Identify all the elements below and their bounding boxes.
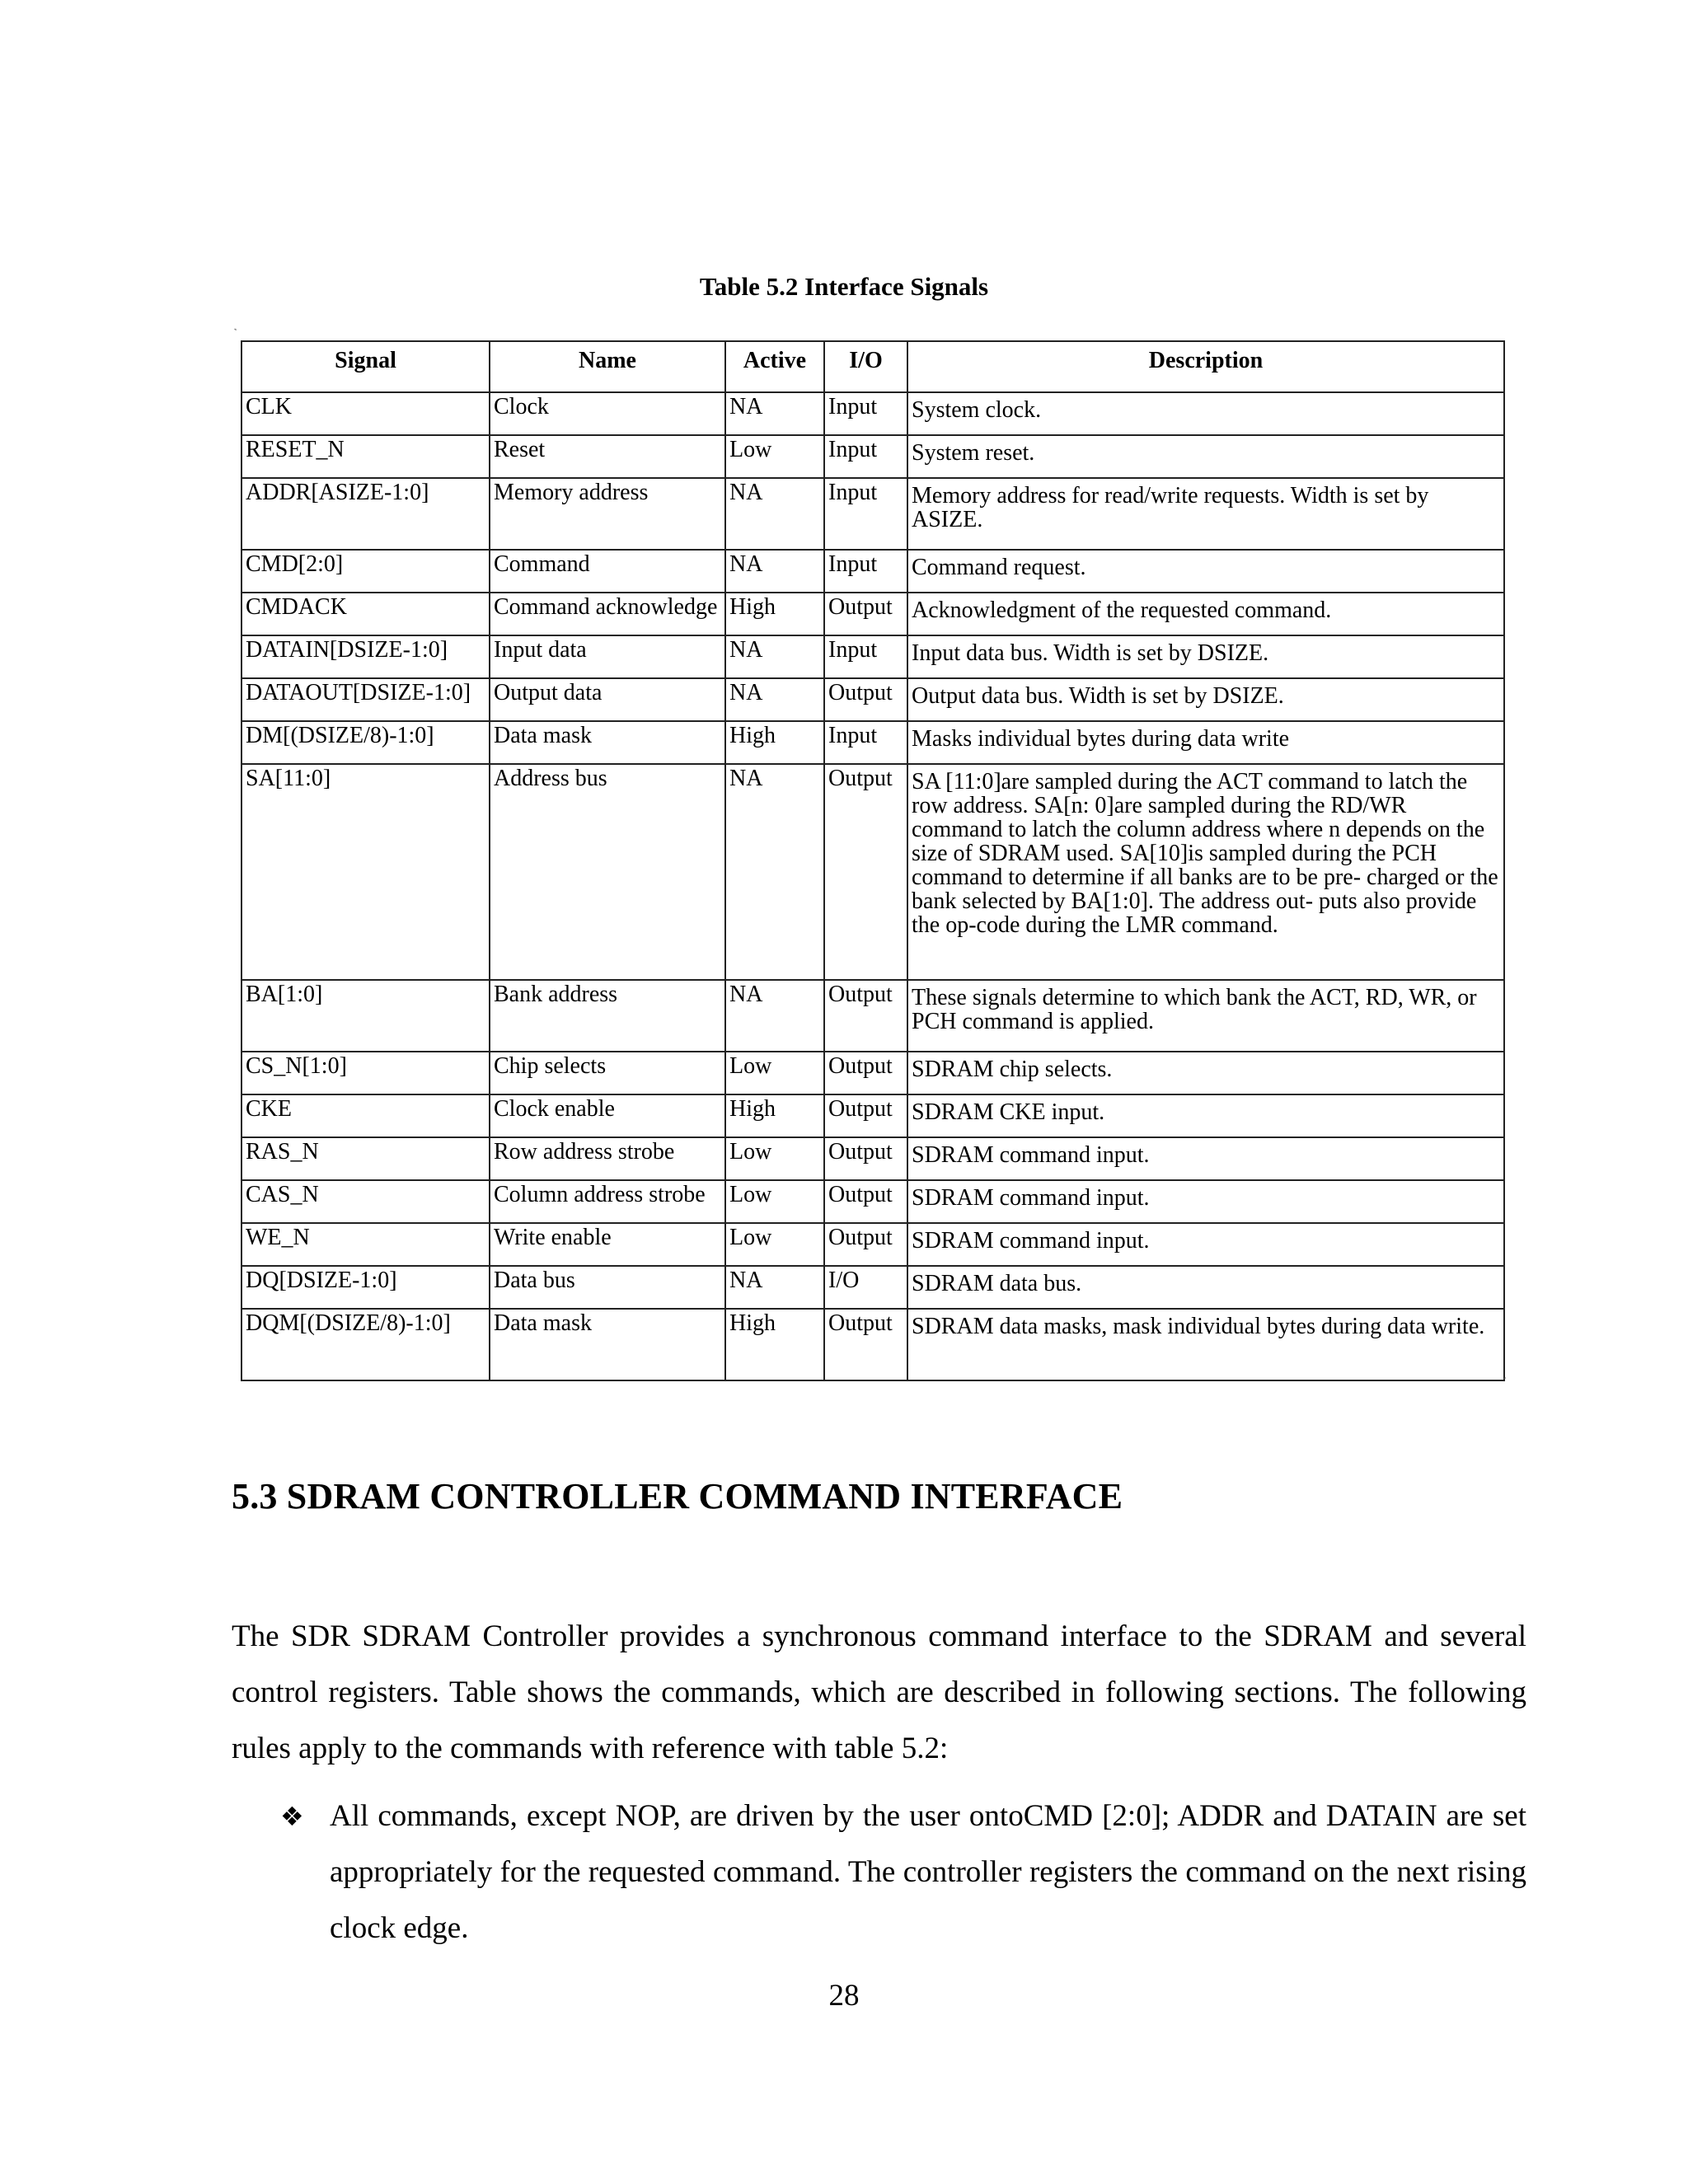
cell-signal: CLK (241, 392, 490, 435)
table-header-row (241, 341, 1504, 392)
cell-description: SDRAM command input. (907, 1223, 1504, 1266)
table-caption: Table 5.2 Interface Signals (699, 272, 989, 301)
cell-name: Data mask (490, 1309, 725, 1380)
cell-name: Row address strobe (490, 1137, 725, 1180)
cell-signal: RESET_N (241, 435, 490, 478)
cell-active: Low (725, 1180, 824, 1223)
cell-active: Low (725, 435, 824, 478)
cell-name: Column address strobe (490, 1180, 725, 1223)
table-corner-mark-bottom-right: ˼ (1503, 1367, 1507, 1380)
cell-active: Low (725, 1052, 824, 1094)
cell-signal: CAS_N (241, 1180, 490, 1223)
cell-io: Input (824, 721, 907, 764)
table-row (241, 1180, 1504, 1223)
header-description: Description (907, 341, 1504, 392)
table-row (241, 478, 1504, 550)
table-row (241, 1266, 1504, 1309)
cell-description: These signals determine to which bank the ACT, RD, WR, or PCH command is applied. (907, 980, 1504, 1052)
cell-signal: CKE (241, 1094, 490, 1137)
table-row (241, 1137, 1504, 1180)
cell-active: NA (725, 478, 824, 550)
table-row (241, 1223, 1504, 1266)
cell-io: Output (824, 1309, 907, 1380)
cell-name: Clock enable (490, 1094, 725, 1137)
header-io: I/O (824, 341, 907, 392)
cell-io: Output (824, 1223, 907, 1266)
cell-active: NA (725, 1266, 824, 1309)
cell-active: Low (725, 1223, 824, 1266)
cell-name: Data mask (490, 721, 725, 764)
cell-signal: CS_N[1:0] (241, 1052, 490, 1094)
cell-io: Input (824, 635, 907, 678)
cell-active: High (725, 1309, 824, 1380)
page-number: 28 (828, 1979, 860, 2013)
cell-io: Input (824, 392, 907, 435)
cell-signal: DQM[(DSIZE/8)-1:0] (241, 1309, 490, 1380)
cell-io: Output (824, 1094, 907, 1137)
table-row (241, 635, 1504, 678)
bullet-text: All commands, except NOP, are driven by the user ontoCMD [2:0]; ADDR and DATAIN are set appropriately for the requested command. The controller registers the command on the next rising clock edge. (330, 1799, 1526, 1945)
table-row (241, 550, 1504, 593)
cell-description: SA [11:0]are sampled during the ACT command to latch the row address. SA[n: 0]are sampled during the RD/WR command to latch the column address where n depends on the size of SDRAM used. SA[10]is sampled during the PCH command to determine if all banks are to be pre- charged or the bank selected by BA[1:0]. The address out- puts also provide the op-code during the LMR command. (907, 764, 1504, 980)
header-active: Active (725, 341, 824, 392)
table-body (241, 392, 1504, 1380)
cell-io: Output (824, 764, 907, 980)
cell-active: High (725, 593, 824, 635)
cell-signal: SA[11:0] (241, 764, 490, 980)
cell-io: I/O (824, 1266, 907, 1309)
cell-description: SDRAM command input. (907, 1137, 1504, 1180)
cell-active: NA (725, 392, 824, 435)
cell-name: Address bus (490, 764, 725, 980)
cell-name: Write enable (490, 1223, 725, 1266)
cell-active: NA (725, 764, 824, 980)
diamond-bullet-icon: ❖ (280, 1801, 304, 1832)
table-row (241, 1052, 1504, 1094)
cell-name: Data bus (490, 1266, 725, 1309)
cell-name: Memory address (490, 478, 725, 550)
body-paragraph: The SDR SDRAM Controller provides a synchronous command interface to the SDRAM and several control registers. Table shows the commands, which are described in following sections. The following rules apply to the commands with reference with table 5.2: (232, 1619, 1526, 1765)
interface-signals-table (241, 340, 1505, 1381)
cell-description: Command request. (907, 550, 1504, 593)
table-row (241, 721, 1504, 764)
table-row (241, 1309, 1504, 1380)
cell-signal: DATAOUT[DSIZE-1:0] (241, 678, 490, 721)
cell-description: Memory address for read/write requests. Width is set by ASIZE. (907, 478, 1504, 550)
cell-active: High (725, 721, 824, 764)
cell-name: Command acknowledge (490, 593, 725, 635)
cell-name: Command (490, 550, 725, 593)
cell-description: SDRAM command input. (907, 1180, 1504, 1223)
cell-description: System clock. (907, 392, 1504, 435)
cell-io: Input (824, 478, 907, 550)
table-row (241, 980, 1504, 1052)
cell-active: Low (725, 1137, 824, 1180)
cell-io: Output (824, 980, 907, 1052)
table-row (241, 392, 1504, 435)
table-row (241, 764, 1504, 980)
cell-signal: RAS_N (241, 1137, 490, 1180)
cell-active: NA (725, 635, 824, 678)
cell-name: Output data (490, 678, 725, 721)
table-corner-mark-top-left: ˺ (233, 327, 237, 340)
cell-io: Output (824, 678, 907, 721)
cell-io: Input (824, 435, 907, 478)
cell-name: Bank address (490, 980, 725, 1052)
cell-description: SDRAM chip selects. (907, 1052, 1504, 1094)
cell-description: Input data bus. Width is set by DSIZE. (907, 635, 1504, 678)
cell-signal: DATAIN[DSIZE-1:0] (241, 635, 490, 678)
cell-signal: DM[(DSIZE/8)-1:0] (241, 721, 490, 764)
section-heading: 5.3 SDRAM CONTROLLER COMMAND INTERFACE (232, 1476, 1123, 1516)
cell-active: High (725, 1094, 824, 1137)
cell-active: NA (725, 678, 824, 721)
cell-description: SDRAM CKE input. (907, 1094, 1504, 1137)
table-row (241, 593, 1504, 635)
cell-description: Output data bus. Width is set by DSIZE. (907, 678, 1504, 721)
cell-signal: CMDACK (241, 593, 490, 635)
cell-io: Output (824, 1180, 907, 1223)
cell-signal: DQ[DSIZE-1:0] (241, 1266, 490, 1309)
cell-io: Output (824, 1052, 907, 1094)
cell-io: Input (824, 550, 907, 593)
header-signal: Signal (241, 341, 490, 392)
cell-description: Acknowledgment of the requested command. (907, 593, 1504, 635)
table-row (241, 678, 1504, 721)
cell-name: Input data (490, 635, 725, 678)
table-row (241, 1094, 1504, 1137)
cell-description: Masks individual bytes during data write (907, 721, 1504, 764)
cell-io: Output (824, 593, 907, 635)
cell-io: Output (824, 1137, 907, 1180)
cell-description: SDRAM data bus. (907, 1266, 1504, 1309)
cell-active: NA (725, 550, 824, 593)
cell-active: NA (725, 980, 824, 1052)
header-name: Name (490, 341, 725, 392)
cell-name: Chip selects (490, 1052, 725, 1094)
cell-signal: WE_N (241, 1223, 490, 1266)
cell-signal: CMD[2:0] (241, 550, 490, 593)
cell-signal: ADDR[ASIZE-1:0] (241, 478, 490, 550)
cell-name: Clock (490, 392, 725, 435)
cell-description: SDRAM data masks, mask individual bytes during data write. (907, 1309, 1504, 1380)
cell-signal: BA[1:0] (241, 980, 490, 1052)
cell-description: System reset. (907, 435, 1504, 478)
cell-name: Reset (490, 435, 725, 478)
table-row (241, 435, 1504, 478)
